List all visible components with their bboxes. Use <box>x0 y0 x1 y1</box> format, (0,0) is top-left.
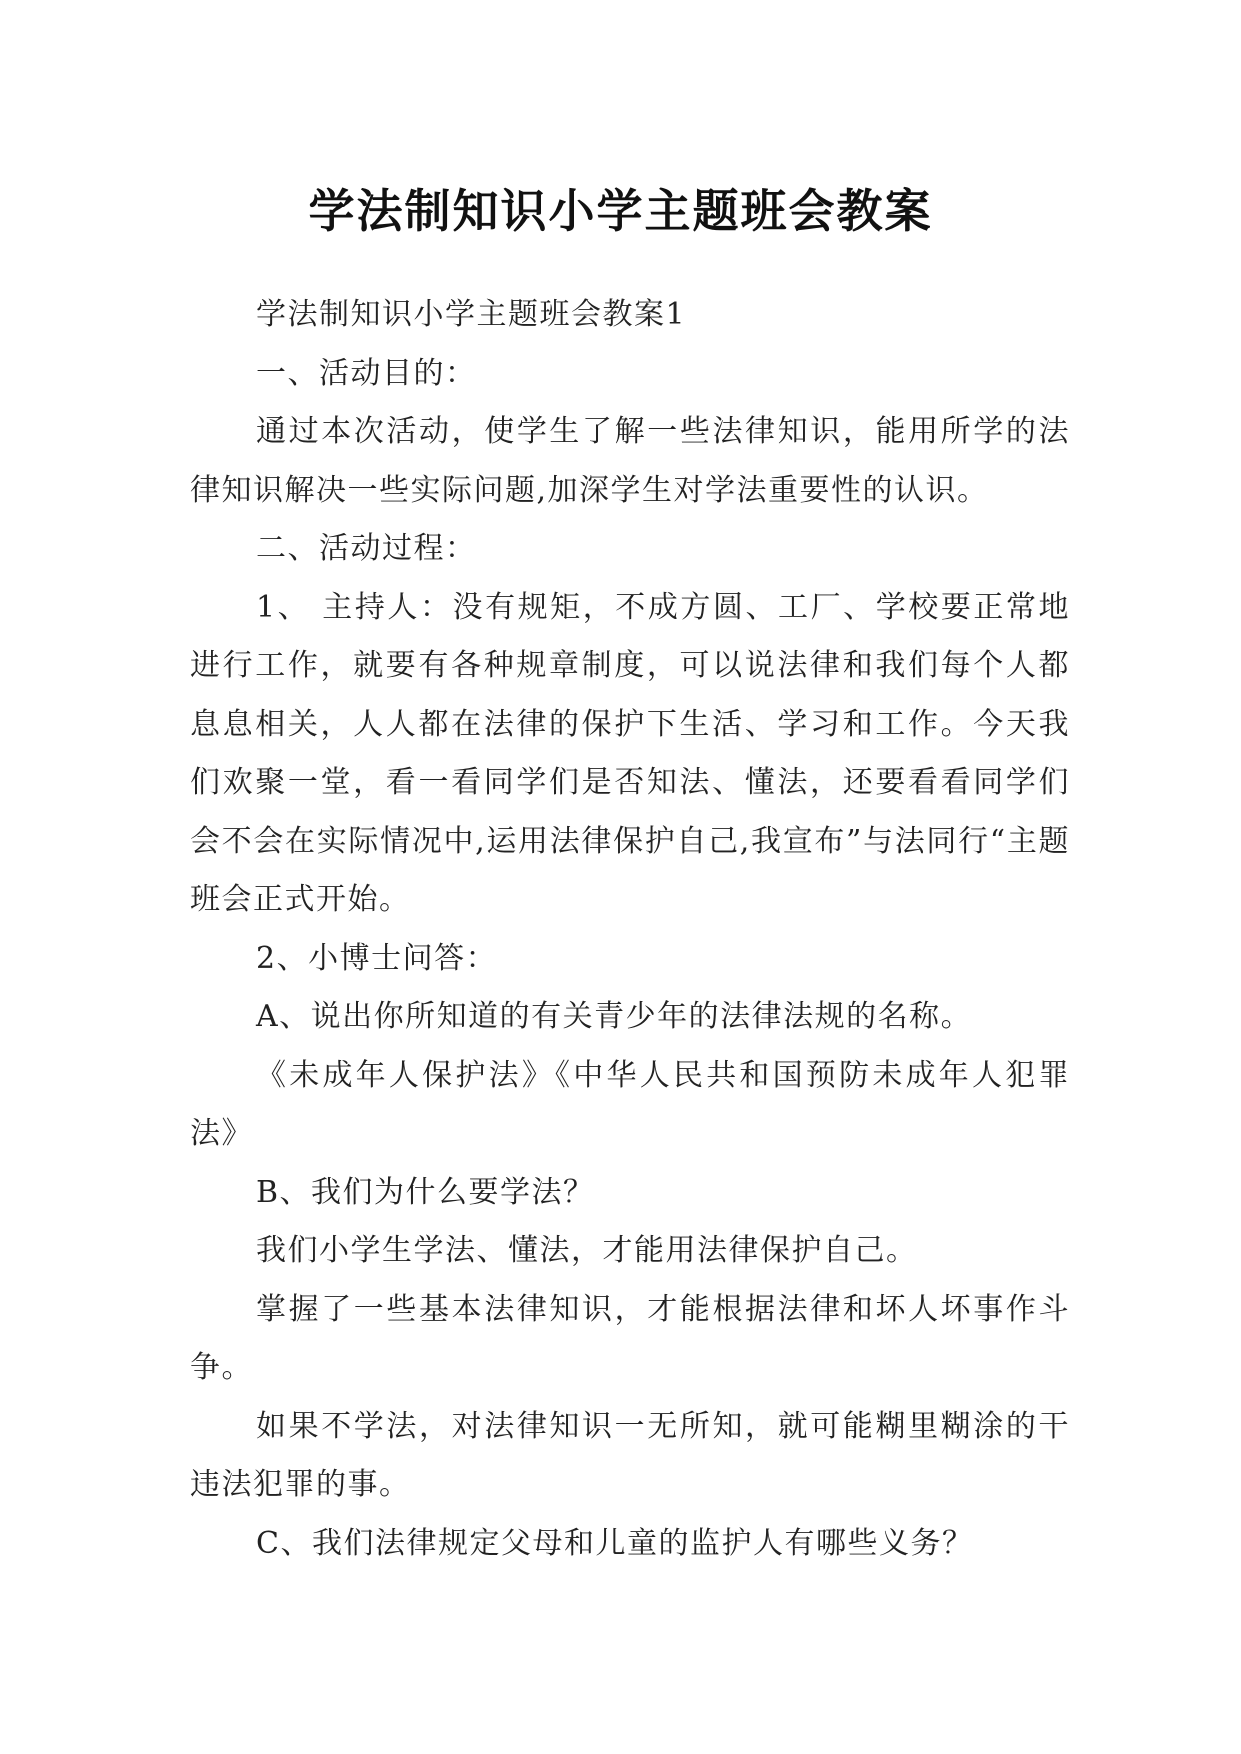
paragraph-subtitle: 学法制知识小学主题班会教案1 <box>256 297 687 332</box>
paragraph-answer-b-1: 我们小学生学法、懂法，才能用法律保护自己。 <box>256 1233 918 1268</box>
paragraph-question-c: C、我们法律规定父母和儿童的监护人有哪些义务？ <box>256 1525 974 1561</box>
paragraph-question-a: A、说出你所知道的有关青少年的法律法规的名称。 <box>256 999 973 1034</box>
paragraph-host-speech: 1、 主持人：没有规矩，不成方圆、工厂、学校要正常地进行工作，就要有各种规章制度，可以说法律和我们每个人都息息相关，人人都在法律的保护下生活、学习和工作。今天我们欢聚一堂，看一看同学们是否知法、懂法，还要看看同学们会不会在实际情况中,运用法律保护自己,我宣布”与法同行“主题班会正式开始。 <box>190 589 1070 917</box>
document-title: 学法制知识小学主题班会教案 <box>308 183 933 238</box>
paragraph-answer-b-2: 掌握了一些基本法律知识，才能根据法律和坏人坏事作斗争。 <box>190 1291 1070 1385</box>
paragraph-quiz-heading: 2、小博士问答： <box>256 940 498 976</box>
paragraph-heading-process: 二、活动过程： <box>256 531 477 566</box>
paragraph-heading-goal: 一、活动目的： <box>256 355 477 391</box>
document-body <box>190 286 1070 1573</box>
paragraph-question-b: B、我们为什么要学法？ <box>256 1174 595 1210</box>
paragraph-answer-a: 《未成年人保护法》《中华人民共和国预防未成年人犯罪法》 <box>190 1057 1070 1151</box>
paragraph-answer-b-3: 如果不学法，对法律知识一无所知，就可能糊里糊涂的干违法犯罪的事。 <box>190 1408 1070 1502</box>
paragraph-goal-text: 通过本次活动，使学生了解一些法律知识，能用所学的法律知识解决一些实际问题,加深学生对学法重要性的认识。 <box>190 414 1070 508</box>
